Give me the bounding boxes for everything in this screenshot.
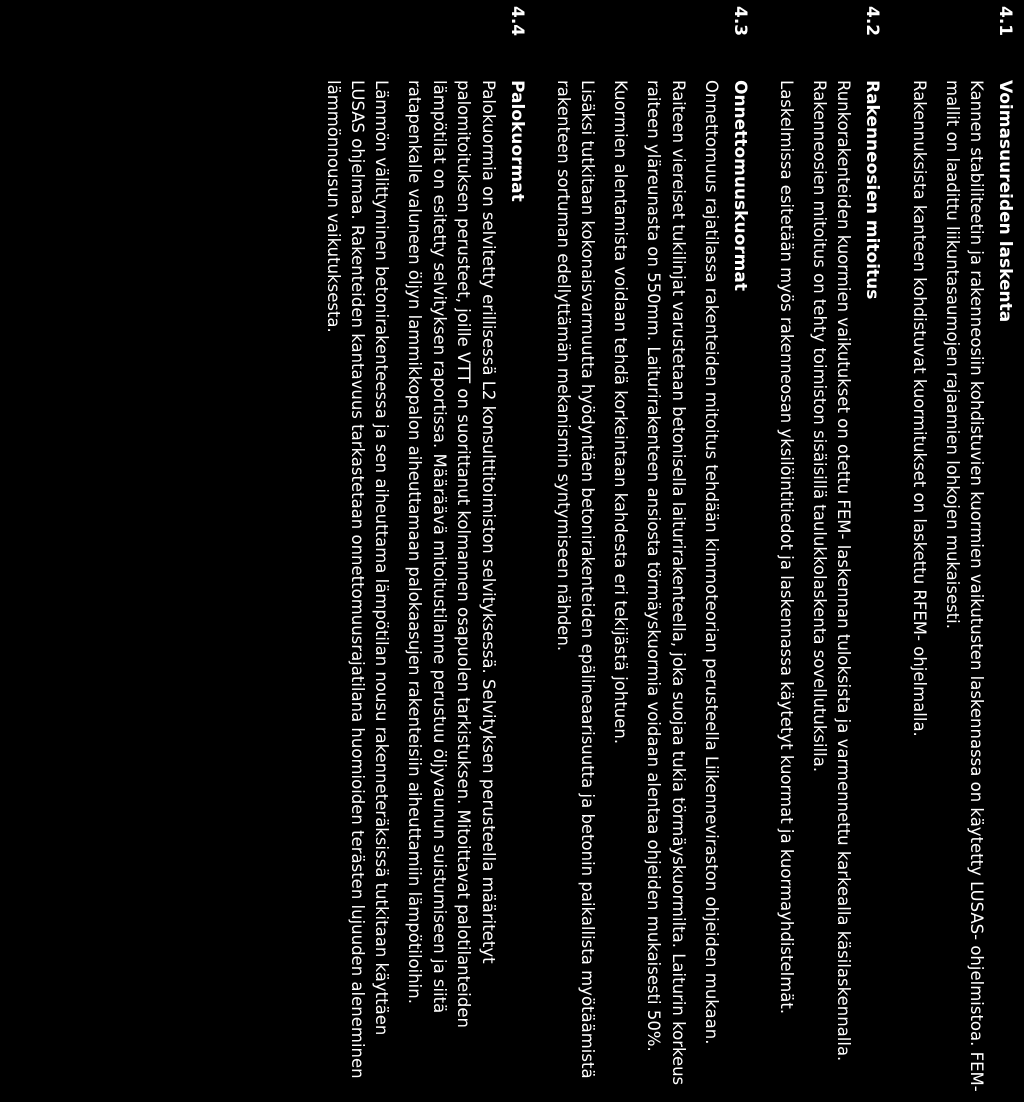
section-heading [988,6,1021,1092]
paragraph: Rakennuksista kanteen kohdistuvat kuormitukset on laskettu RFEM- ohjelmalla. [909,80,929,737]
section-number: 4.2 [862,6,883,37]
section-number: 4.4 [506,6,527,37]
paragraph: Onnettomuus rajatilassa rakenteiden mitoitus tehdään kimmoteorian perusteella Liikenneviraston ohjeiden mukaan. [701,80,721,1045]
paragraph: Runkorakenteiden kuormien vaikutukset on otettu FEM- laskennan tuloksista ja varmennettu karkealla käsilaskennalla. Rakenneosien mitoitus on tehty toimiston sisäisillä taulukkolaskenta sovellutuksilla. [809,80,854,1062]
paragraph: Palokuormia on selvitetty erillisessä L2 konsulttitoimiston selvityksessä. Selvityksen perusteella määritetyt palomitoituksen perusteet, joille VTT on suorittanut kolmannen osapuolen tarkistuksen. Mitoittavat palotilanteiden lämpötilat on esitetty selvityksen raportissa. Määräävä mitoitustilanne perustuu öljyvaunun suistumiseen ja siitä ratapenkalle valuneen öljyn lammikkopalon aiheuttamaan palokaasujen rakenteisiin aiheuttamiin lämpötiloihin. [405,80,498,1028]
paragraph: Raiteen viereiset tukilinjat varustetaan betonisella laiturirakenteella, joka suojaa tukia törmäyskuormilta. Laiturin korkeus raiteen yläreunasta on 550mm. Laiturirakenteen ansiosta törmäyskuormia voidaan alentaa ohjeiden mukaisesti 50%. [644,80,688,1086]
section-4-4 [320,6,532,1092]
paragraph: Lisäksi tutkitaan kokonaisvarmuutta hyödyntäen betonirakenteiden epälineaarisuutta ja betonin paikallista myötäämistä rakenteen sortuman edellyttämän mekanismin syntymiseen nähden. [554,80,598,1079]
section-number: 4.3 [729,6,750,37]
section-4-3 [551,6,756,1092]
paragraph: Lämmön välittyminen betonirakenteessa ja sen aiheuttama lämpötilan nousu rakenneteräksissä tutkitaan käyttäen LUSAS ohjelmaa. Rakenteiden kantavuus tarkastetaan onnettomuusrajatilana huomioiden terästen lujuuden aleneminen lämmönnousun vaikutuksesta. [323,80,392,1079]
section-title: Palokuormat [506,80,527,202]
paragraph: Kannen stabiliteetin ja rakenneosiin kohdistuvien kuormien vaikutusten laskennassa on käytetty LUSAS- ohjelmistoa. FEM- mallit on laadittu liikuntasaumojen rajaamien lohkojen mukaisesti. [942,80,986,1092]
section-4-2 [774,6,889,1092]
section-heading [723,6,756,1092]
section-title: Rakenneosien mitoitus [862,80,883,300]
paragraph: Kuormien alentamista voidaan tehdä korkeintaan kahdesta eri tekijästä johtuen. [611,80,631,745]
section-heading [855,6,888,1092]
section-4-1 [906,6,1021,1092]
section-heading [500,6,533,1092]
section-title: Onnettomuuskuormat [729,80,750,291]
section-title: Voimasuureiden laskenta [995,80,1015,323]
section-number: 4.1 [995,6,1015,37]
paragraph: Laskelmissa esitetään myös rakenneosan yksilöintitiedot ja laskennassa käytetyt kuormat ja kuormayhdistelmät. [776,80,796,1015]
